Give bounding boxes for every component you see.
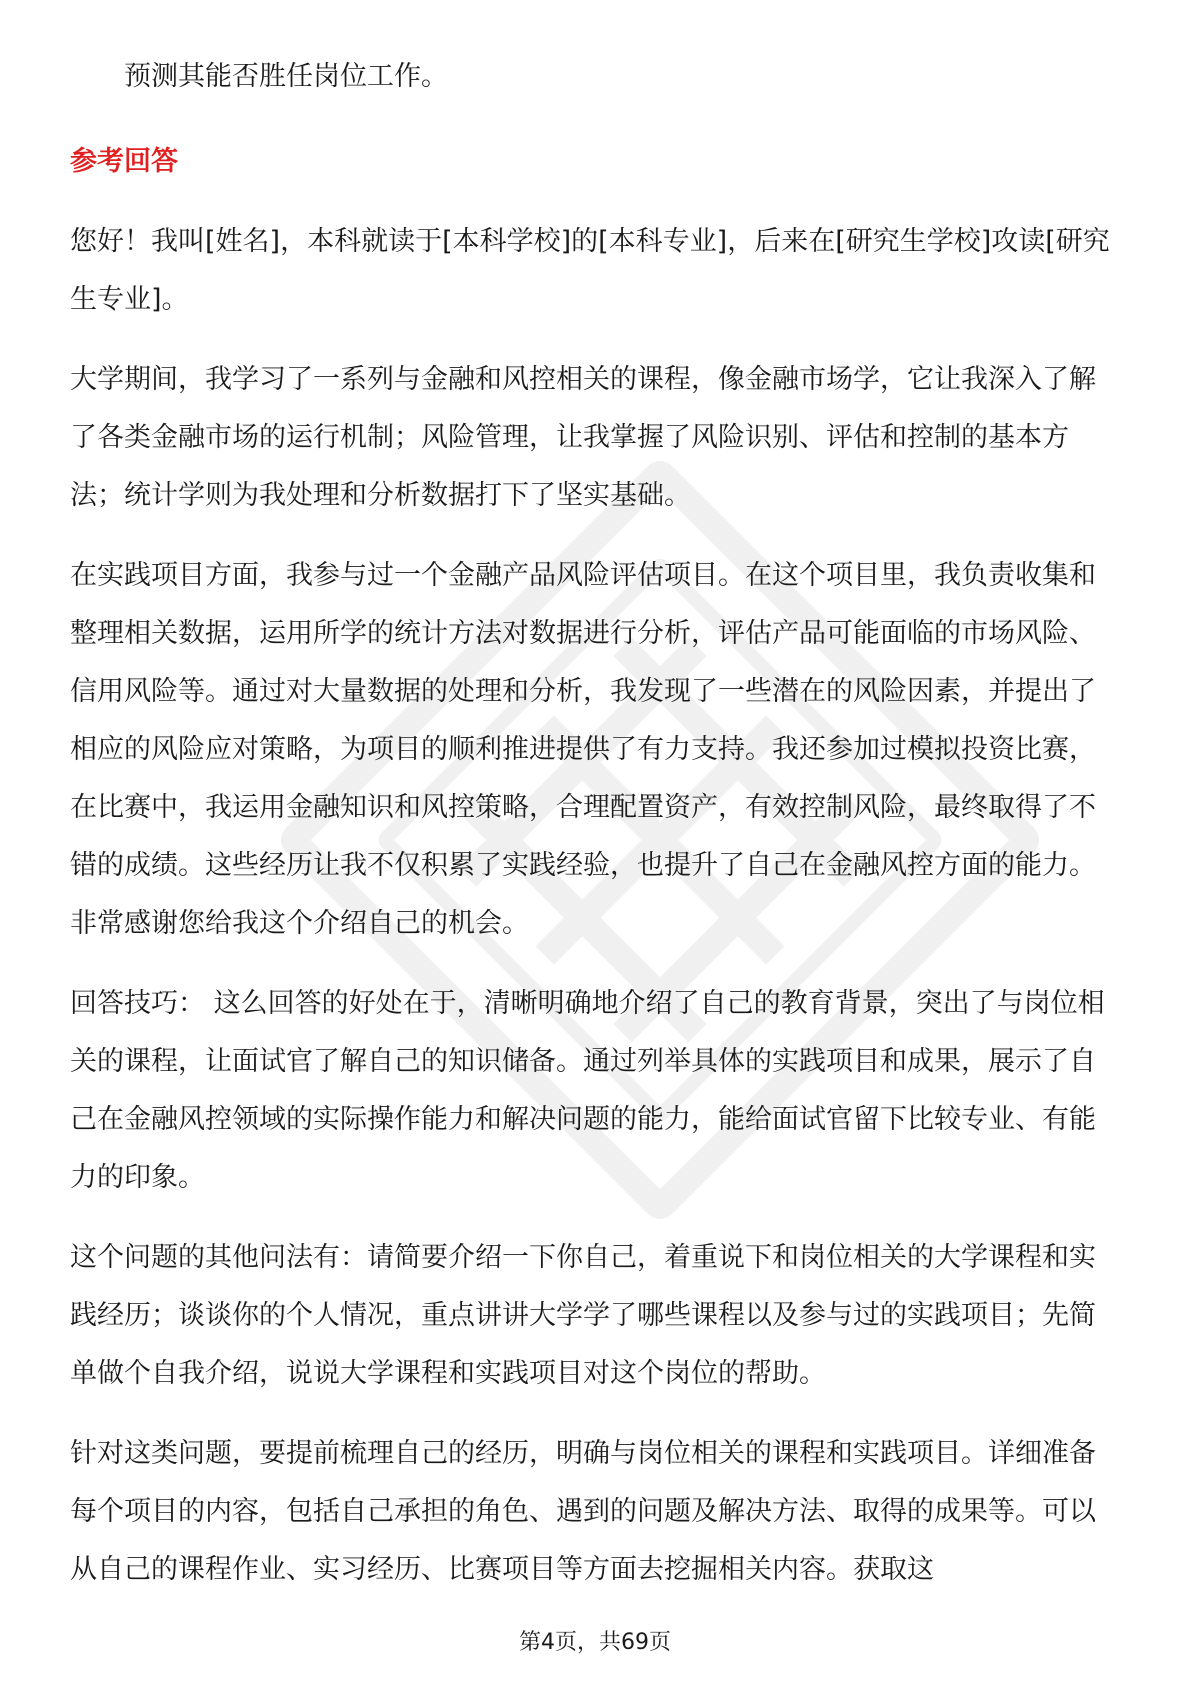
paragraph-projects: 在实践项目方面，我参与过一个金融产品风险评估项目。在这个项目里，我负责收集和整理相关数据，运用所学的统计方法对数据进行分析，评估产品可能面临的市场风险、信用风险等。通过对大量数据的处理和分析，我发现了一些潜在的风险因素，并提出了相应的风险应对策略，为项目的顺利推进提供了有力支持。我还参加过模拟投资比赛，在比赛中，我运用金融知识和风控策略，合理配置资产，有效控制风险，最终取得了不错的成绩。这些经历让我不仅积累了实践经验，也提升了自己在金融风控方面的能力。非常感谢您给我这个介绍自己的机会。 xyxy=(70,560,1096,939)
document-body xyxy=(70,48,1120,1599)
page-number-footer: 第4页，共69页 xyxy=(519,1630,671,1655)
paragraph-introduction: 您好！我叫[姓名]，本科就读于[本科学校]的[本科专业]，后来在[研究生学校]攻读[研究生专业]。 xyxy=(70,226,1110,315)
paragraph-answer-tips: 回答技巧： 这么回答的好处在于，清晰明确地介绍了自己的教育背景，突出了与岗位相关的课程，让面试官了解自己的知识储备。通过列举具体的实践项目和成果，展示了自己在金融风控领域的实际操作能力和解决问题的能力，能给面试官留下比较专业、有能力的印象。 xyxy=(70,988,1105,1193)
paragraph-alternative-questions: 这个问题的其他问法有：请简要介绍一下你自己，着重说下和岗位相关的大学课程和实践经历；谈谈你的个人情况，重点讲讲大学学了哪些课程以及参与过的实践项目；先简单做个自我介绍，说说大学课程和实践项目对这个岗位的帮助。 xyxy=(70,1242,1096,1389)
paragraph-preparation-advice: 针对这类问题，要提前梳理自己的经历，明确与岗位相关的课程和实践项目。详细准备每个项目的内容，包括自己承担的角色、遇到的问题及解决方法、取得的成果等。可以从自己的课程作业、实习经历、比赛项目等方面去挖掘相关内容。获取这 xyxy=(70,1438,1096,1585)
paragraph-courses: 大学期间，我学习了一系列与金融和风控相关的课程，像金融市场学，它让我深入了解了各类金融市场的运行机制；风险管理，让我掌握了风险识别、评估和控制的基本方法；统计学则为我处理和分析数据打下了坚实基础。 xyxy=(70,364,1096,511)
section-heading: 参考回答 xyxy=(70,146,178,177)
continuation-line: 预测其能否胜任岗位工作。 xyxy=(124,61,448,92)
